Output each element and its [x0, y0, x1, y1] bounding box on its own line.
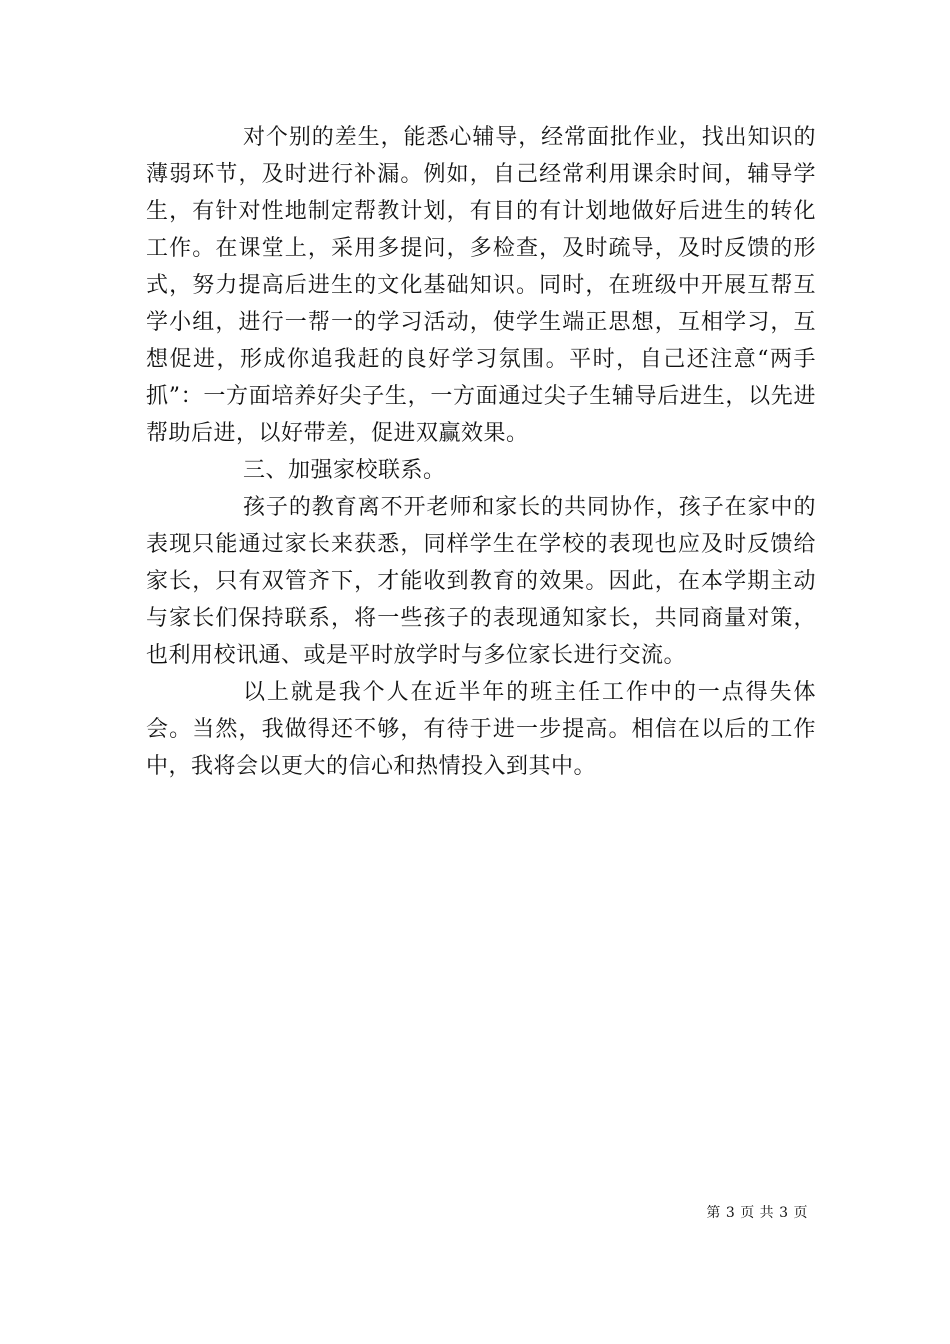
page-number-footer: 第 3 页 共 3 页 — [706, 1205, 808, 1221]
paragraph-remedial-tutoring: 对个别的差生，能悉心辅导，经常面批作业，找出知识的薄弱环节，及时进行补漏。例如，自己经常利用课余时间，辅导学生，有针对性地制定帮教计划，有目的有计划地做好后进生的转化工作。在课堂上，采用多提问，多检查，及时疏导，及时反馈的形式，努力提高后进生的文化基础知识。同时，在班级中开展互帮互学小组，进行一帮一的学习活动，使学生端正思想，互相学习，互想促进，形成你追我赶的良好学习氛围。平时，自己还注意“两手抓”：一方面培养好尖子生，一方面通过尖子生辅导后进生，以先进帮助后进，以好带差，促进双赢效果。 — [146, 125, 816, 446]
document-body — [146, 119, 816, 785]
paragraph-parent-communication: 孩子的教育离不开老师和家长的共同协作，孩子在家中的表现只能通过家长来获悉，同样学生在学校的表现也应及时反馈给家长，只有双管齐下，才能收到教育的效果。因此，在本学期主动与家长们保持联系，将一些孩子的表现通知家长，共同商量对策，也利用校讯通、或是平时放学时与多位家长进行交流。 — [146, 495, 816, 668]
paragraph-conclusion: 以上就是我个人在近半年的班主任工作中的一点得失体会。当然，我做得还不够，有待于进一步提高。相信在以后的工作中，我将会以更大的信心和热情投入到其中。 — [146, 680, 816, 779]
section-heading-home-school: 三、加强家校联系。 — [243, 458, 446, 483]
